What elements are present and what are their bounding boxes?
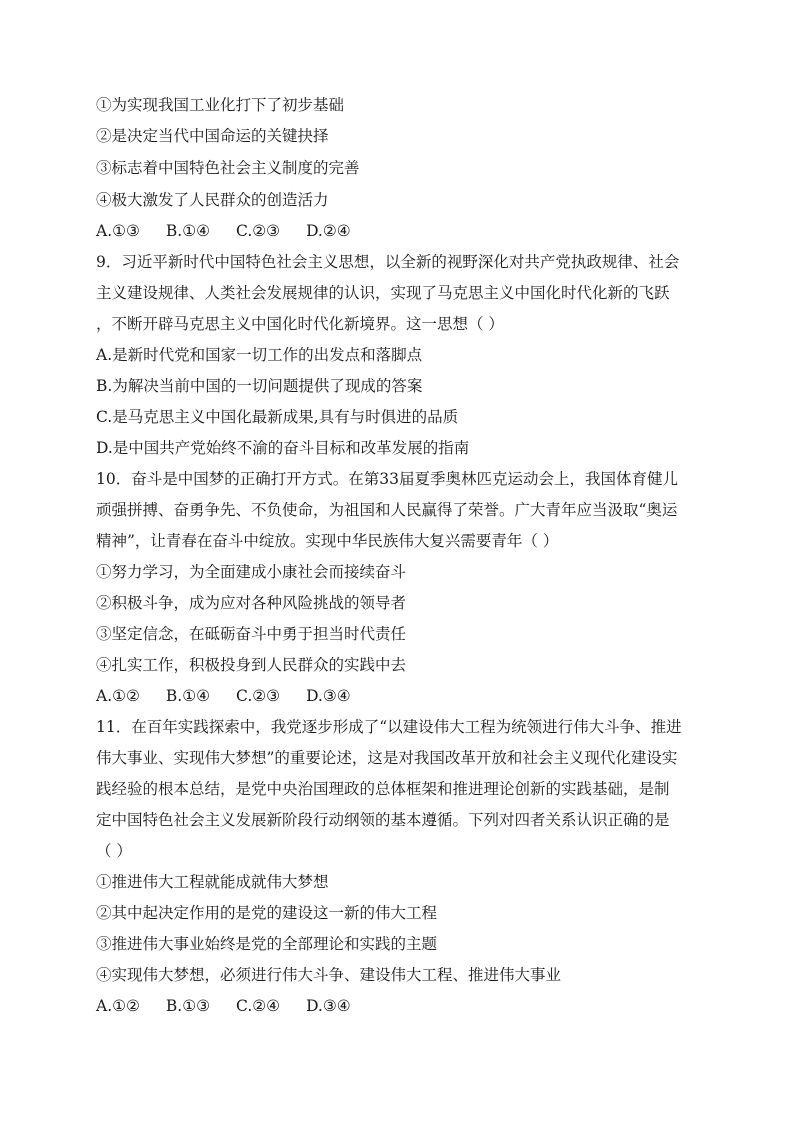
q11-options (96, 995, 351, 1017)
q10-item-1: ①努力学习，为全面建成小康社会而接续奋斗 (96, 563, 407, 581)
q9-stem-line-3: ，不断开辟马克思主义中国化时代化新境界。这一思想（ ） (96, 315, 504, 333)
q10-item-4: ④扎实工作，积极投身到人民群众的实践中去 (96, 656, 407, 674)
q10-options (96, 685, 351, 707)
q11-option-b: B.①③ (165, 997, 211, 1015)
q8-item-1: ①为实现我国工业化打下了初步基础 (96, 96, 345, 114)
q9-stem-line-1: 9．习近平新时代中国特色社会主义思想，以全新的视野深化对共产党执政规律、社会 (96, 253, 680, 271)
q11-option-d: D.③④ (306, 997, 351, 1015)
q11-stem-line-2: 伟大事业、实现伟大梦想”的重要论述，这是对我国改革开放和社会主义现代化建设实 (96, 749, 678, 767)
q11-item-2: ②其中起决定作用的是党的建设这一新的伟大工程 (96, 904, 438, 922)
q9-choice-a: A.是新时代党和国家一切工作的出发点和落脚点 (96, 346, 423, 364)
q11-option-a: A.①② (96, 997, 140, 1015)
q8-item-2: ②是决定当代中国命运的关键抉择 (96, 127, 329, 145)
q8-item-4: ④极大激发了人民群众的创造活力 (96, 191, 329, 209)
q9-choice-d: D.是中国共产党始终不渝的奋斗目标和改革发展的指南 (96, 439, 470, 457)
q10-option-c: C.②③ (236, 687, 281, 705)
q11-stem-line-1: 11．在百年实践探索中，我党逐步形成了“以建设伟大工程为统领进行伟大斗争、推进 (96, 718, 682, 736)
q9-choice-b: B.为解决当前中国的一切问题提供了现成的答案 (96, 377, 423, 395)
q10-option-b: B.①④ (165, 687, 211, 705)
q9-choice-c: C.是马克思主义中国化最新成果,具有与时俱进的品质 (96, 408, 459, 426)
q11-option-c: C.②④ (236, 997, 281, 1015)
q10-stem-line-1: 10．奋斗是中国梦的正确打开方式。在第33届夏季奥林匹克运动会上，我国体育健儿 (96, 470, 678, 488)
q8-options (96, 220, 351, 242)
q10-option-d: D.③④ (306, 687, 351, 705)
q10-item-3: ③坚定信念，在砥砺奋斗中勇于担当时代责任 (96, 625, 407, 643)
q11-stem-line-3: 践经验的根本总结，是党中央治国理政的总体框架和推进理论创新的实践基础，是制 (96, 780, 670, 798)
q10-stem-line-2: 顽强拼搏、奋勇争先、不负使命，为祖国和人民赢得了荣誉。广大青年应当汲取“奥运 (96, 501, 678, 519)
q11-stem-line-4: 定中国特色社会主义发展新阶段行动纲领的基本遵循。下列对四者关系认识正确的是 (96, 811, 670, 829)
q8-option-b: B.①④ (165, 222, 211, 240)
q10-item-2: ②积极斗争，成为应对各种风险挑战的领导者 (96, 594, 407, 612)
q11-item-1: ①推进伟大工程就能成就伟大梦想 (96, 873, 329, 891)
q10-option-a: A.①② (96, 687, 140, 705)
q11-stem-line-5: （ ） (96, 842, 132, 860)
q11-item-4: ④实现伟大梦想，必须进行伟大斗争、建设伟大工程、推进伟大事业 (96, 966, 562, 984)
q8-option-c: C.②③ (236, 222, 281, 240)
q8-option-d: D.②④ (306, 222, 351, 240)
q8-option-a: A.①③ (96, 222, 140, 240)
q10-stem-line-3: 精神”，让青春在奋斗中绽放。实现中华民族伟大复兴需要青年（ ） (96, 532, 559, 550)
q8-item-3: ③标志着中国特色社会主义制度的完善 (96, 159, 360, 177)
q9-stem-line-2: 主义建设规律、人类社会发展规律的认识，实现了马克思主义中国化时代化新的飞跃 (96, 284, 670, 302)
q11-item-3: ③推进伟大事业始终是党的全部理论和实践的主题 (96, 935, 438, 953)
